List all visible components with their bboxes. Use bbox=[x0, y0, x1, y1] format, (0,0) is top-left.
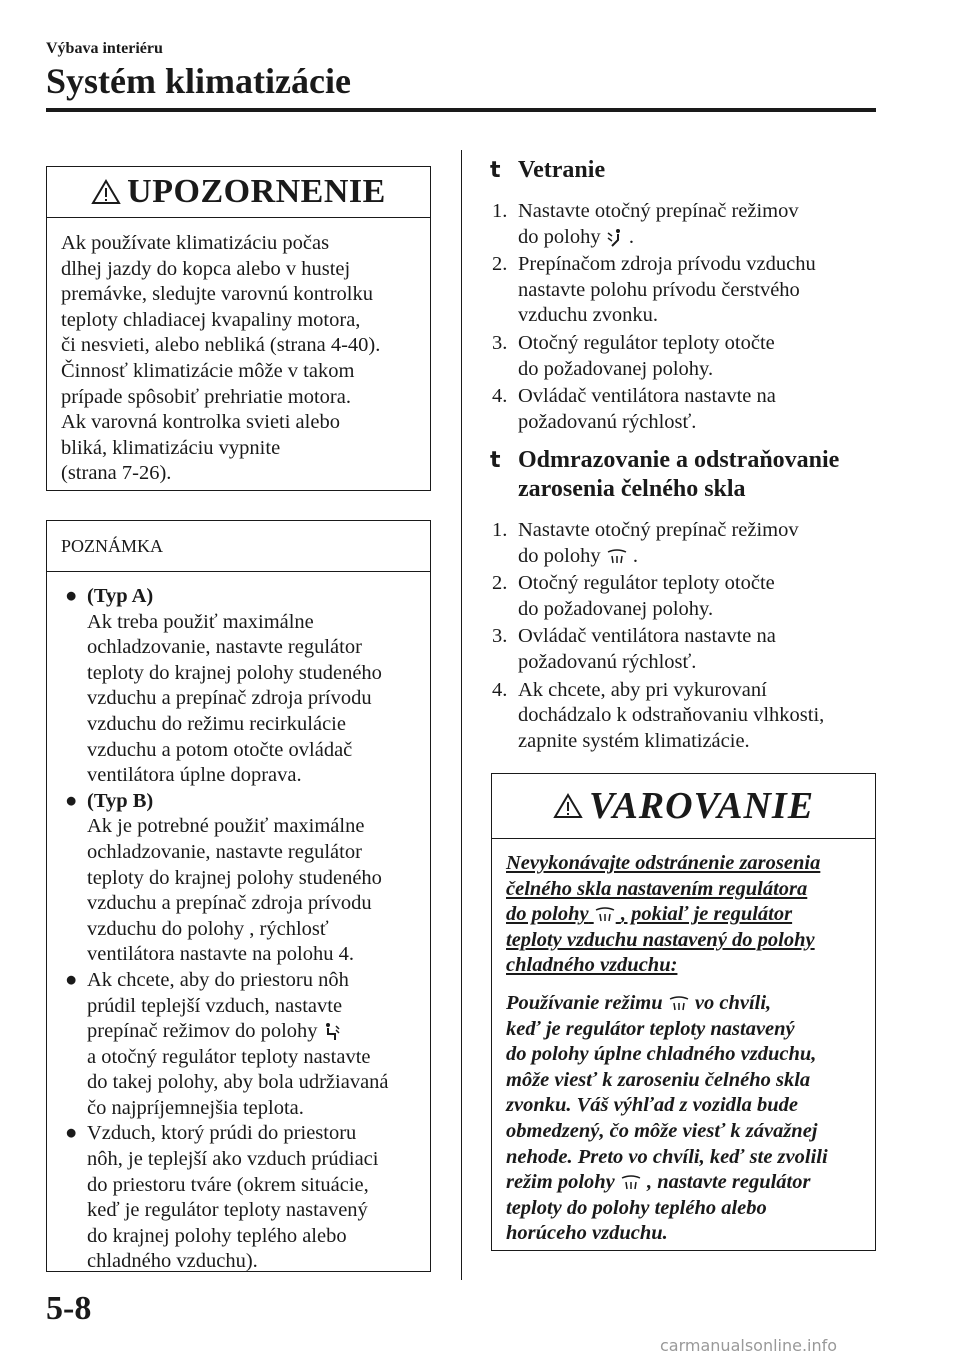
step-number: 4. bbox=[492, 385, 508, 408]
text-line: teploty vzduchu nastavený do polohy bbox=[506, 928, 815, 951]
text-span: . bbox=[628, 225, 634, 248]
text-line: do požadovanej polohy. bbox=[518, 357, 714, 380]
text-line: Činnosť klimatizácie môže v takom bbox=[61, 359, 355, 382]
text-line bbox=[506, 902, 861, 928]
text-line: keď je regulátor teploty nastavený bbox=[87, 1199, 368, 1222]
text-span: do polohy bbox=[518, 225, 601, 248]
vent-mode-icon bbox=[606, 228, 624, 248]
text-line: nehode. Preto vo chvíli, keď ste zvolili bbox=[506, 1145, 828, 1168]
text-line: požadovanú rýchlosť. bbox=[518, 410, 697, 433]
text-span: do polohy bbox=[518, 544, 601, 567]
text-line bbox=[506, 1170, 861, 1196]
step-number: 1. bbox=[492, 519, 508, 541]
text-line bbox=[506, 991, 861, 1017]
text-span: režim polohy bbox=[506, 1171, 615, 1194]
text-line: (strana 7-26). bbox=[61, 462, 172, 485]
text-line: horúceho vzduchu. bbox=[506, 1222, 668, 1245]
text-line: Ak treba použiť maximálne bbox=[87, 610, 314, 633]
text-line: ochladzovanie, nastavte regulátor bbox=[87, 636, 362, 659]
bullet: ● bbox=[65, 585, 78, 607]
text-line: Ak používate klimatizáciu počas bbox=[61, 232, 330, 254]
text-line: vzduchu do polohy , rýchlosť bbox=[87, 917, 329, 940]
text-line: Ak chcete, aby do priestoru nôh bbox=[87, 968, 349, 991]
bullet: ● bbox=[65, 1122, 78, 1145]
text-line: teploty chladiacej kvapaliny motora, bbox=[61, 308, 361, 331]
text-line: Nastavte otočný prepínač režimov bbox=[518, 519, 799, 541]
bullet: ● bbox=[65, 968, 78, 991]
text-span: Používanie režimu bbox=[506, 991, 663, 1014]
text-line: Prepínačom zdroja prívodu vzduchu bbox=[518, 253, 816, 276]
text-line: môže viesť k zaroseniu čelného skla bbox=[506, 1068, 811, 1091]
text-line: do požadovanej polohy. bbox=[518, 597, 714, 620]
text-line: vzduchu a prepínač zdroja prívodu bbox=[87, 687, 372, 710]
defrost-mode-icon bbox=[668, 995, 690, 1013]
text-line: Ak varovná kontrolka svieti alebo bbox=[61, 411, 340, 434]
text-line: Ovládač ventilátora nastavte na bbox=[518, 385, 776, 408]
item-title: (Typ B) bbox=[87, 789, 154, 812]
text-line: ventilátora úplne doprava. bbox=[87, 764, 302, 787]
text-line: keď je regulátor teploty nastavený bbox=[506, 1017, 795, 1040]
text-line: Nevykonávajte odstránenie zarosenia bbox=[506, 852, 821, 874]
list-item bbox=[61, 584, 416, 789]
text-line: teploty do krajnej polohy studeného bbox=[87, 661, 382, 684]
text-line: zvonku. Váš výhľad z vozidla bude bbox=[506, 1094, 799, 1117]
text-span: , pokiaľ je regulátor bbox=[620, 903, 793, 926]
note-box bbox=[46, 520, 431, 1272]
warning-body bbox=[492, 839, 875, 1247]
heading-text: Vetranie bbox=[518, 157, 606, 183]
caution-box bbox=[46, 166, 431, 491]
defrost-mode-icon bbox=[620, 1174, 642, 1192]
step-number: 1. bbox=[492, 200, 508, 222]
column-divider bbox=[461, 150, 462, 1280]
text-line: Ak chcete, aby pri vykurovaní bbox=[518, 678, 767, 701]
text-line: Vzduch, ktorý prúdi do priestoru bbox=[87, 1122, 357, 1145]
text-line: dochádzalo k odstraňovaniu vlhkosti, bbox=[518, 704, 825, 727]
text-line: teploty do krajnej polohy studeného bbox=[87, 866, 382, 889]
breadcrumb: Výbava interiéru bbox=[46, 40, 163, 57]
text-line: do priestoru tváre (okrem situácie, bbox=[87, 1173, 369, 1196]
page-title: Systém klimatizácie bbox=[46, 61, 351, 101]
text-line: bliká, klimatizáciu vypnite bbox=[61, 436, 281, 459]
text-line: prípade spôsobiť prehriatie motora. bbox=[61, 385, 351, 408]
watermark: carmanualsonline.info bbox=[660, 1336, 838, 1355]
text-line: či nesvieti, alebo nebliká (strana 4-40). bbox=[61, 334, 381, 357]
list-item bbox=[490, 384, 880, 435]
text-line bbox=[518, 225, 799, 251]
steps-list bbox=[490, 199, 880, 435]
warning-heading: VAROVANIE bbox=[588, 785, 815, 827]
text-line: Ak je potrebné použiť maximálne bbox=[87, 815, 365, 838]
steps-list bbox=[490, 518, 880, 754]
caution-header bbox=[47, 167, 430, 218]
text-line: nôh, je teplejší ako vzduch prúdiaci bbox=[87, 1148, 379, 1171]
step-number: 4. bbox=[492, 678, 508, 701]
text-line: do takej polohy, aby bola udržiavaná bbox=[87, 1071, 389, 1094]
text-line: a otočný regulátor teploty nastavte bbox=[87, 1045, 371, 1068]
text-line: vzduchu a potom otočte ovládač bbox=[87, 738, 353, 761]
text-line: nastavte polohu prívodu čerstvého bbox=[518, 278, 800, 301]
floor-mode-icon bbox=[323, 1022, 341, 1042]
text-line: prúdil teplejší vzduch, nastavte bbox=[87, 994, 343, 1017]
text-span: vo chvíli, bbox=[694, 991, 772, 1014]
step-number: 2. bbox=[492, 253, 508, 276]
list-item bbox=[490, 252, 880, 329]
text-line: Ovládač ventilátora nastavte na bbox=[518, 625, 776, 648]
list-item bbox=[490, 199, 880, 250]
list-item bbox=[490, 331, 880, 382]
list-item bbox=[61, 1121, 416, 1275]
section-ventilation bbox=[490, 156, 880, 437]
list-item bbox=[490, 678, 880, 755]
step-number: 3. bbox=[492, 625, 508, 648]
defrost-mode-icon bbox=[594, 906, 616, 924]
list-item bbox=[61, 968, 416, 1122]
section-heading bbox=[490, 156, 880, 185]
text-span: prepínač režimov do polohy bbox=[87, 1020, 318, 1043]
list-item bbox=[490, 571, 880, 622]
bullet: ● bbox=[65, 789, 78, 812]
text-line: Otočný regulátor teploty otočte bbox=[518, 572, 775, 595]
list-item bbox=[490, 624, 880, 675]
item-title: (Typ A) bbox=[87, 585, 154, 607]
text-line: do krajnej polohy teplého alebo bbox=[87, 1224, 347, 1247]
text-line: chladného vzduchu). bbox=[87, 1250, 258, 1273]
text-line: dlhej jazdy do kopca alebo v hustej bbox=[61, 257, 351, 280]
caution-heading: UPOZORNENIE bbox=[127, 173, 386, 210]
note-heading: POZNÁMKA bbox=[61, 535, 164, 556]
list-item bbox=[61, 789, 416, 968]
text-line: vzduchu a prepínač zdroja prívodu bbox=[87, 892, 372, 915]
note-body bbox=[47, 572, 430, 1275]
heading-text: zarosenia čelného skla bbox=[518, 476, 746, 502]
warning-triangle-icon bbox=[91, 179, 121, 205]
heading-text: Odmrazovanie a odstraňovanie bbox=[518, 447, 840, 473]
text-span: , nastavte regulátor bbox=[647, 1171, 811, 1194]
text-line: teploty do polohy teplého alebo bbox=[506, 1196, 767, 1219]
step-number: 2. bbox=[492, 572, 508, 595]
section-heading bbox=[490, 446, 880, 504]
list-item bbox=[490, 518, 880, 569]
page-number: 5-8 bbox=[46, 1290, 92, 1327]
header-rule bbox=[46, 108, 876, 112]
text-line: ochladzovanie, nastavte regulátor bbox=[87, 840, 362, 863]
caution-body bbox=[47, 218, 430, 487]
text-line: ventilátora nastavte na polohu 4. bbox=[87, 943, 354, 966]
text-line bbox=[87, 1019, 416, 1045]
section-defrost bbox=[490, 446, 880, 756]
text-line: vzduchu zvonku. bbox=[518, 304, 659, 327]
text-line: čo najpríjemnejšia teplota. bbox=[87, 1096, 304, 1119]
step-number: 3. bbox=[492, 331, 508, 354]
section-marker: t bbox=[490, 158, 501, 183]
warning-header bbox=[492, 774, 875, 839]
warning-statement bbox=[506, 851, 861, 979]
text-line: chladného vzduchu: bbox=[506, 954, 678, 977]
text-line: Otočný regulátor teploty otočte bbox=[518, 331, 775, 354]
text-line: Nastavte otočný prepínač režimov bbox=[518, 200, 799, 222]
text-line: zapnite systém klimatizácie. bbox=[518, 729, 750, 752]
defrost-mode-icon bbox=[606, 548, 628, 566]
warning-box bbox=[491, 773, 876, 1251]
section-marker: t bbox=[490, 448, 501, 473]
note-header bbox=[47, 521, 430, 572]
text-line bbox=[518, 544, 799, 570]
text-line: obmedzený, čo môže viesť k závažnej bbox=[506, 1119, 818, 1142]
text-line: premávke, sledujte varovnú kontrolku bbox=[61, 283, 373, 306]
warning-triangle-icon bbox=[553, 793, 583, 819]
text-line: do polohy úplne chladného vzduchu, bbox=[506, 1043, 817, 1066]
text-line: vzduchu do režimu recirkulácie bbox=[87, 712, 346, 735]
text-line: čelného skla nastavením regulátora bbox=[506, 877, 808, 900]
text-span: do polohy bbox=[506, 903, 589, 926]
warning-explanation bbox=[506, 991, 861, 1247]
text-span: . bbox=[632, 544, 638, 567]
text-line: požadovanú rýchlosť. bbox=[518, 650, 697, 673]
